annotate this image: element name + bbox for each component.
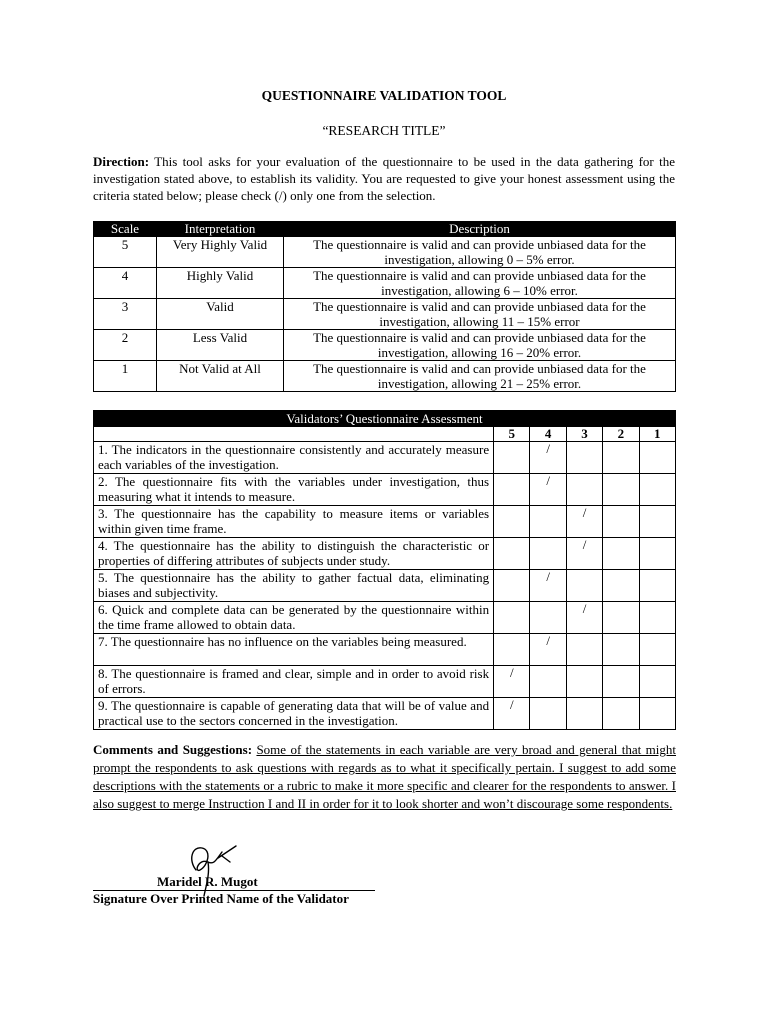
col-header-description: Description: [284, 222, 676, 237]
rating-cell[interactable]: [530, 602, 566, 634]
description: The questionnaire is valid and can provide unbiased data for the investigation, allowing 11 – 15% error: [284, 299, 676, 330]
description: The questionnaire is valid and can provide unbiased data for the investigation, allowing 6 – 10% error.: [284, 268, 676, 299]
rating-cell[interactable]: [566, 570, 602, 602]
rating-cell[interactable]: [639, 538, 675, 570]
interpretation: Less Valid: [157, 330, 284, 361]
rating-column-header: 4: [530, 427, 566, 442]
rating-cell[interactable]: [566, 698, 602, 730]
rating-cell[interactable]: /: [566, 506, 602, 538]
rating-cell[interactable]: [639, 474, 675, 506]
rating-cell[interactable]: [639, 634, 675, 666]
assessment-item-text: 4. The questionnaire has the ability to distinguish the characteristic or properties of differing attributes of subjects under study.: [94, 538, 494, 570]
validator-name: Maridel R. Mugot: [157, 874, 258, 889]
rating-cell[interactable]: [603, 666, 639, 698]
assessment-item-text: 8. The questionnaire is framed and clear, simple and in order to avoid risk of errors.: [94, 666, 494, 698]
rating-cell[interactable]: [566, 474, 602, 506]
rating-cell[interactable]: /: [530, 442, 566, 474]
interpretation: Highly Valid: [157, 268, 284, 299]
assessment-row: [94, 474, 676, 506]
scale-value: 4: [94, 268, 157, 299]
scale-row: [94, 268, 676, 299]
rating-cell[interactable]: [530, 698, 566, 730]
rating-cell[interactable]: [566, 634, 602, 666]
signature-label: Signature Over Printed Name of the Validator: [93, 891, 349, 906]
assessment-row: [94, 506, 676, 538]
rating-cell[interactable]: [639, 570, 675, 602]
research-title: “RESEARCH TITLE”: [322, 123, 446, 138]
comments-section: [93, 741, 676, 813]
rating-cell[interactable]: [639, 602, 675, 634]
rating-cell[interactable]: /: [566, 538, 602, 570]
description: The questionnaire is valid and can provide unbiased data for the investigation, allowing 21 – 25% error.: [284, 361, 676, 392]
scale-table-header: [94, 222, 676, 237]
interpretation: Not Valid at All: [157, 361, 284, 392]
scale-table: [93, 221, 676, 392]
rating-cell[interactable]: /: [530, 570, 566, 602]
assessment-item-text: 6. Quick and complete data can be generated by the questionnaire within the time frame allowed to obtain data.: [94, 602, 494, 634]
assessment-row: [94, 570, 676, 602]
rating-column-header: 3: [566, 427, 602, 442]
rating-cell[interactable]: [603, 474, 639, 506]
rating-cell[interactable]: [639, 698, 675, 730]
rating-column-header: 2: [603, 427, 639, 442]
interpretation: Valid: [157, 299, 284, 330]
col-header-interpretation: Interpretation: [157, 222, 284, 237]
rating-cell[interactable]: /: [494, 666, 530, 698]
assessment-row: [94, 538, 676, 570]
rating-column-header: 1: [639, 427, 675, 442]
rating-cell[interactable]: [603, 602, 639, 634]
assessment-header: Validators’ Questionnaire Assessment: [94, 411, 676, 427]
scale-row: [94, 237, 676, 268]
rating-cell[interactable]: [494, 506, 530, 538]
rating-column-header: 5: [494, 427, 530, 442]
rating-cell[interactable]: [639, 442, 675, 474]
assessment-item-text: 1. The indicators in the questionnaire consistently and accurately measure each variables of the investigation.: [94, 442, 494, 474]
scale-value: 1: [94, 361, 157, 392]
assessment-item-text: 9. The questionnaire is capable of generating data that will be of value and practical use to the sectors concerned in the investigation.: [94, 698, 494, 730]
assessment-row: [94, 602, 676, 634]
direction-paragraph: [93, 153, 675, 204]
assessment-item-text: 2. The questionnaire fits with the variables under investigation, thus measuring what it intends to measure.: [94, 474, 494, 506]
comments-text: Some of the statements in each variable are very broad and general that might prompt the respondents to ask questions with regards as to what it specifically pertain. I suggest to add some descriptions with the statements or a rubric to make it more specific and clearer for the respondents to answer. I also suggest to merge Instruction I and II in order for it to look shorter and won’t discourage some respondents.: [93, 742, 677, 811]
rating-cell[interactable]: [603, 538, 639, 570]
rating-cell[interactable]: [530, 506, 566, 538]
assessment-row: [94, 698, 676, 730]
rating-cell[interactable]: [530, 666, 566, 698]
assessment-row: [94, 442, 676, 474]
scale-value: 5: [94, 237, 157, 268]
scale-row: [94, 330, 676, 361]
interpretation: Very Highly Valid: [157, 237, 284, 268]
rating-cell[interactable]: /: [566, 602, 602, 634]
assessment-item-text: 5. The questionnaire has the ability to gather factual data, eliminating biases and subjectivity.: [94, 570, 494, 602]
rating-cell[interactable]: [639, 666, 675, 698]
rating-cell[interactable]: [494, 602, 530, 634]
rating-cell[interactable]: /: [530, 634, 566, 666]
scale-value: 2: [94, 330, 157, 361]
assessment-item-text: 7. The questionnaire has no influence on the variables being measured.: [94, 634, 494, 666]
rating-cell[interactable]: /: [494, 698, 530, 730]
col-header-scale: Scale: [94, 222, 157, 237]
rating-cell[interactable]: /: [530, 474, 566, 506]
assessment-row: [94, 634, 676, 666]
description: The questionnaire is valid and can provide unbiased data for the investigation, allowing 0 – 5% error.: [284, 237, 676, 268]
rating-cell[interactable]: [494, 442, 530, 474]
rating-cell[interactable]: [603, 442, 639, 474]
direction-label: Direction:: [93, 154, 150, 169]
scale-row: [94, 299, 676, 330]
direction-text: This tool asks for your evaluation of the questionnaire to be used in the data gathering for the investigation stated above, to establish its validity. You are requested to give your honest assessment using the criteria stated below; please check (/) only one from the selection.: [93, 154, 675, 203]
rating-cell[interactable]: [603, 698, 639, 730]
rating-cell[interactable]: [494, 474, 530, 506]
assessment-item-text: 3. The questionnaire has the capability to measure items or variables within given time frame.: [94, 506, 494, 538]
rating-cell[interactable]: [603, 634, 639, 666]
rating-cell[interactable]: [566, 666, 602, 698]
rating-cell[interactable]: [566, 442, 602, 474]
rating-cell[interactable]: [603, 570, 639, 602]
comments-label: Comments and Suggestions:: [93, 742, 253, 757]
rating-cell[interactable]: [639, 506, 675, 538]
assessment-blank-header: [94, 427, 494, 442]
document-title: QUESTIONNAIRE VALIDATION TOOL: [261, 88, 507, 103]
rating-cell[interactable]: [494, 538, 530, 570]
scale-row: [94, 361, 676, 392]
assessment-table: [93, 410, 676, 730]
rating-cell[interactable]: [603, 506, 639, 538]
rating-cell[interactable]: [530, 538, 566, 570]
assessment-row: [94, 666, 676, 698]
rating-cell[interactable]: [494, 570, 530, 602]
scale-value: 3: [94, 299, 157, 330]
rating-cell[interactable]: [494, 634, 530, 666]
description: The questionnaire is valid and can provide unbiased data for the investigation, allowing 16 – 20% error.: [284, 330, 676, 361]
